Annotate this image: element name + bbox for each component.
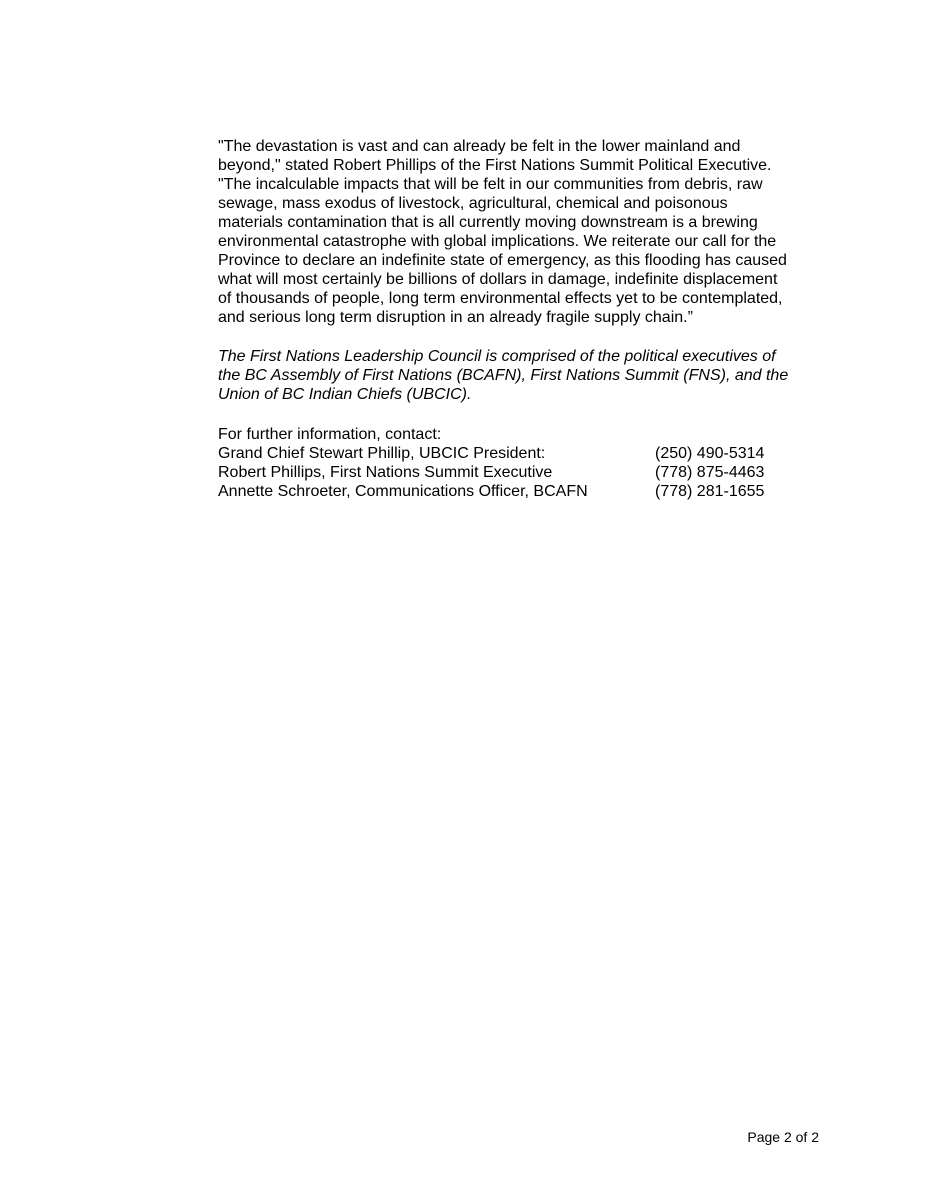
about-line: Union of BC Indian Chiefs (UBCIC). [218,386,472,403]
quote-line: environmental catastrophe with global implications. We reiterate our call for the [218,233,777,250]
quote-line: and serious long term disruption in an already fragile supply chain.” [218,309,693,326]
contact-phone: (778) 875-4463 [655,464,765,481]
about-paragraph [218,347,828,404]
quote-line: what will most certainly be billions of dollars in damage, indefinite displacement [218,271,778,288]
quote-line: "The incalculable impacts that will be felt in our communities from debris, raw [218,176,763,193]
quote-line: Province to declare an indefinite state of emergency, as this flooding has caused [218,252,787,269]
contact-section [218,425,828,501]
contact-phone: (778) 281-1655 [655,483,765,500]
contact-heading: For further information, contact: [218,426,442,443]
contact-phone: (250) 490-5314 [655,445,765,462]
contact-row [218,463,828,482]
quote-paragraph [218,137,828,327]
contact-name: Grand Chief Stewart Phillip, UBCIC President: [218,445,546,462]
contact-row [218,444,828,463]
about-line: the BC Assembly of First Nations (BCAFN), First Nations Summit (FNS), and the [218,367,789,384]
contact-name: Annette Schroeter, Communications Officer, BCAFN [218,483,588,500]
quote-line: materials contamination that is all currently moving downstream is a brewing [218,214,758,231]
contact-name: Robert Phillips, First Nations Summit Executive [218,464,553,481]
page-number: Page 2 of 2 [747,1129,819,1145]
quote-line: beyond," stated Robert Phillips of the First Nations Summit Political Executive. [218,157,772,174]
contact-row [218,482,828,501]
quote-line: of thousands of people, long term environmental effects yet to be contemplated, [218,290,783,307]
quote-line: "The devastation is vast and can already be felt in the lower mainland and [218,138,741,155]
quote-line: sewage, mass exodus of livestock, agricultural, chemical and poisonous [218,195,728,212]
about-line: The First Nations Leadership Council is comprised of the political executives of [218,348,776,365]
